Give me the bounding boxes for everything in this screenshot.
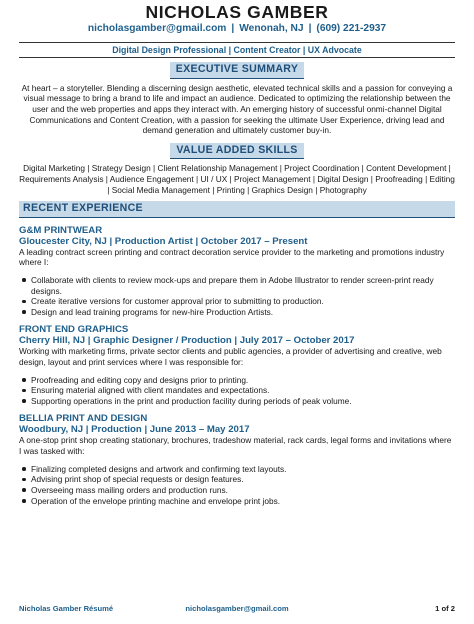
job-bullet: Supporting operations in the print and production facility during periods of peak volume. [19,396,455,407]
job-bullets [19,275,455,317]
phone-text: (609) 221-2937 [316,23,387,34]
skills-heading-label: VALUE ADDED SKILLS [170,143,303,160]
tagline: Digital Design Professional | Content Creator | UX Advocate [19,42,455,58]
job-role-line: Cherry Hill, NJ | Graphic Designer / Production | July 2017 – October 2017 [19,335,355,347]
job-bullet: Operation of the envelope printing machine and envelope print jobs. [19,496,455,507]
job-entry [19,225,455,318]
job-entry [19,324,455,406]
job-role-line: Woodbury, NJ | Production | June 2013 – May 2017 [19,424,250,436]
summary-heading [19,62,455,79]
job-company: FRONT END GRAPHICS [19,324,129,336]
job-company: G&M PRINTWEAR [19,224,103,236]
summary-heading-label: EXECUTIVE SUMMARY [170,62,304,79]
job-description: A leading contract screen printing and contract decoration service provider to the marketing and promotions industry where I: [19,246,445,268]
skills-heading [19,143,455,160]
job-bullet: Collaborate with clients to review mock-ups and prepare them in Adobe Illustrator to render screen-print ready designs. [19,275,455,296]
job-bullet: Create iterative versions for customer approval prior to submitting to production. [19,296,455,307]
job-role-line: Gloucester City, NJ | Production Artist | October 2017 – Present [19,235,308,247]
job-bullet: Design and lead training programs for new-hire Production Artists. [19,307,455,318]
contact-line [19,22,455,36]
skills-text: Digital Marketing | Strategy Design | Client Relationship Management | Project Coordination | Content Development | Requirements Analysis | Audience Engagement | UI / UX | Project Management | Digital Design | Proofreading | Editing | Social Media Management | Printing | Graphics Design | Photography [19,163,455,195]
candidate-name: NICHOLAS GAMBER [145,2,329,22]
job-bullet: Advising print shop of special requests or design features. [19,474,455,485]
summary-text: At heart – a storyteller. Blending a discerning design aesthetic, elevated technical skills and a passion for conveying a visual message to bring a brand to life and impact an audience. Dedicated to optimizing the relationship between the user and the web properties and apps they interact with. An emerging history of successful onmi-channel Digital Communications and Content Creation, with a passion for seeking the ultimate User Experience, driving lead and demand generation and ultimately customer buy-in. [21,82,453,136]
job-bullet: Ensuring material aligned with client mandates and expectations. [19,385,455,396]
job-bullet: Overseeing mass mailing orders and production runs. [19,485,455,496]
job-description: A one-stop print shop creating stationary, brochures, tradeshow material, rack cards, legal forms and invitations where I was tasked with: [19,435,452,457]
job-company: BELLIA PRINT AND DESIGN [19,413,148,425]
email-link[interactable]: nicholasgamber@gmail.com [87,23,227,34]
job-bullet: Proofreading and editing copy and designs prior to printing. [19,375,455,386]
footer-page-number: 1 of 2 [435,604,455,613]
footer-email: nicholasgamber@gmail.com [185,604,289,613]
page-footer [19,604,455,614]
job-bullet: Finalizing completed designs and artwork and confirming text layouts. [19,464,455,475]
job-bullets [19,375,455,407]
experience-heading: RECENT EXPERIENCE [19,201,455,218]
contact-separator: | [308,23,312,34]
job-entry [19,413,455,506]
location-text: Wenonah, NJ [239,23,304,34]
footer-title: Nicholas Gamber Résumé [19,604,114,613]
contact-separator: | [231,23,235,34]
job-bullets [19,464,455,506]
job-description: Working with marketing firms, private sector clients and public agencies, a provider of advertising and creative, web design, layout and print services where I was responsible for: [19,346,442,368]
